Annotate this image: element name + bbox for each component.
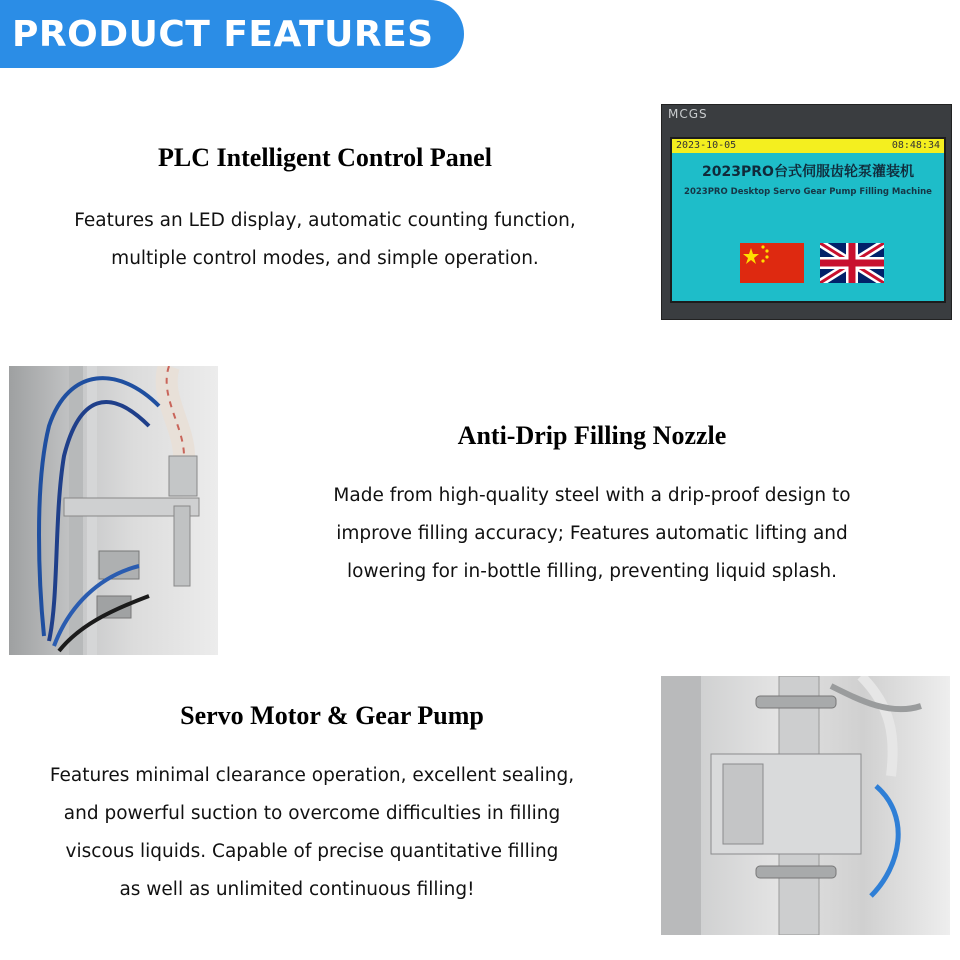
feature-desc-nozzle xyxy=(300,477,884,591)
filling-nozzle-photo xyxy=(9,366,218,655)
feature-desc-line: lowering for in-bottle filling, preventing liquid splash. xyxy=(347,561,837,582)
panel-time: 08:48:34 xyxy=(891,140,940,151)
feature-desc-line: improve filling accuracy; Features automatic lifting and xyxy=(336,523,848,544)
panel-screen xyxy=(670,137,946,303)
feature-desc-line: Features minimal clearance operation, excellent sealing, xyxy=(49,765,575,786)
gear-pump-photo xyxy=(661,676,950,935)
banner-title: PRODUCT FEATURES xyxy=(12,13,434,55)
plc-panel-photo xyxy=(661,104,952,320)
panel-title-cn: 2023PRO台式伺服齿轮泵灌装机 xyxy=(702,164,914,180)
china-flag-icon xyxy=(740,243,804,283)
feature-title-plc: PLC Intelligent Control Panel xyxy=(158,143,492,172)
feature-desc-line: and powerful suction to overcome difficulties in filling xyxy=(63,803,561,824)
feature-desc-line: Made from high-quality steel with a drip-proof design to xyxy=(333,485,851,506)
section-banner xyxy=(0,0,464,68)
feature-title-nozzle: Anti-Drip Filling Nozzle xyxy=(457,421,727,450)
panel-brand-logo: MCGS xyxy=(668,107,708,121)
uk-flag-icon xyxy=(820,243,884,283)
feature-desc-plc xyxy=(40,202,610,278)
panel-date: 2023-10-05 xyxy=(676,140,737,151)
panel-title-en: 2023PRO Desktop Servo Gear Pump Filling Machine xyxy=(684,187,932,197)
feature-desc-line: Features an LED display, automatic counting function, xyxy=(74,210,576,231)
panel-status-bar xyxy=(672,139,944,153)
feature-desc-line: viscous liquids. Capable of precise quantitative filling xyxy=(65,841,559,862)
feature-desc-line: as well as unlimited continuous filling! xyxy=(119,879,475,900)
feature-desc-line: multiple control modes, and simple operation. xyxy=(111,248,539,269)
feature-desc-pump xyxy=(0,757,624,909)
feature-title-pump: Servo Motor & Gear Pump xyxy=(180,701,484,730)
